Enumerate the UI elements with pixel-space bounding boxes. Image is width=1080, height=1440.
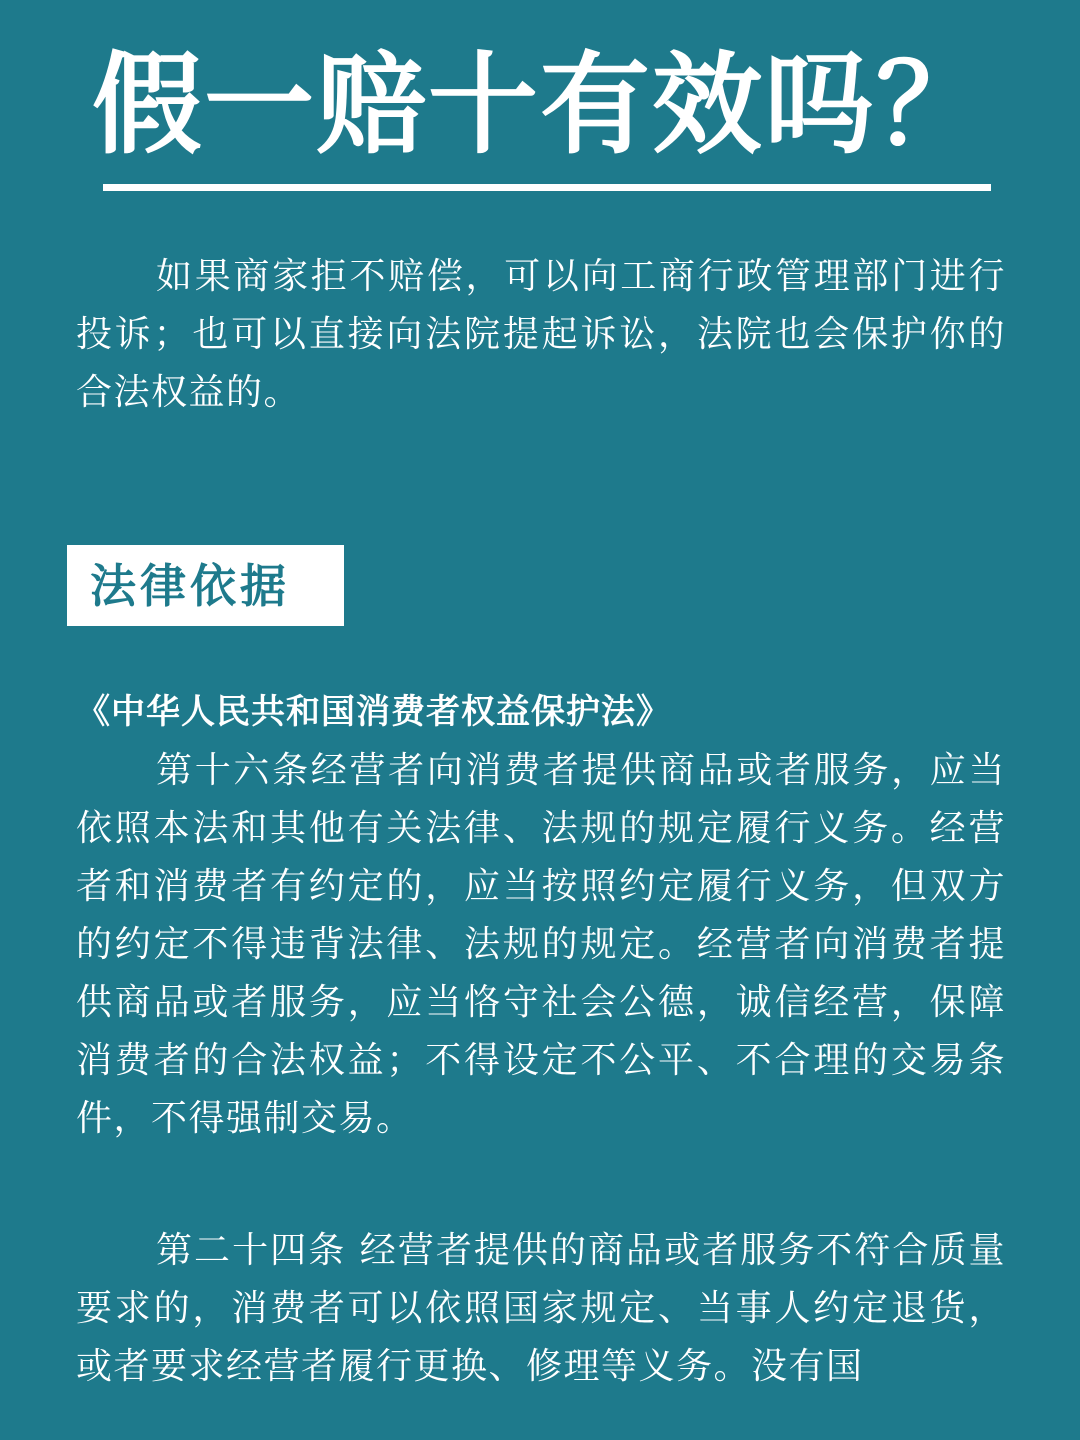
article-16-paragraph: 第十六条经营者向消费者提供商品或者服务，应当依照本法和其他有关法律、法规的规定履行义务。经营者和消费者有约定的，应当按照约定履行义务，但双方的约定不得违背法律、法规的规定。经营者向消费者提供商品或者服务，应当恪守社会公德，诚信经营，保障消费者的合法权益；不得设定不公平、不合理的交易条件，不得强制交易。 (76, 750, 1006, 1139)
title-underline (103, 184, 991, 191)
page-title: 假一赔十有效吗？ (92, 40, 988, 169)
law-name: 《中华人民共和国消费者权益保护法》 (76, 692, 671, 732)
section-heading: 法律依据 (90, 559, 290, 613)
intro-paragraph: 如果商家拒不赔偿，可以向工商行政管理部门进行投诉；也可以直接向法院提起诉讼，法院也会保护你的合法权益的。 (76, 256, 1006, 413)
article-24-paragraph: 第二十四条 经营者提供的商品或者服务不符合质量要求的，消费者可以依照国家规定、当事人约定退货，或者要求经营者履行更换、修理等义务。没有国 (76, 1230, 1006, 1387)
